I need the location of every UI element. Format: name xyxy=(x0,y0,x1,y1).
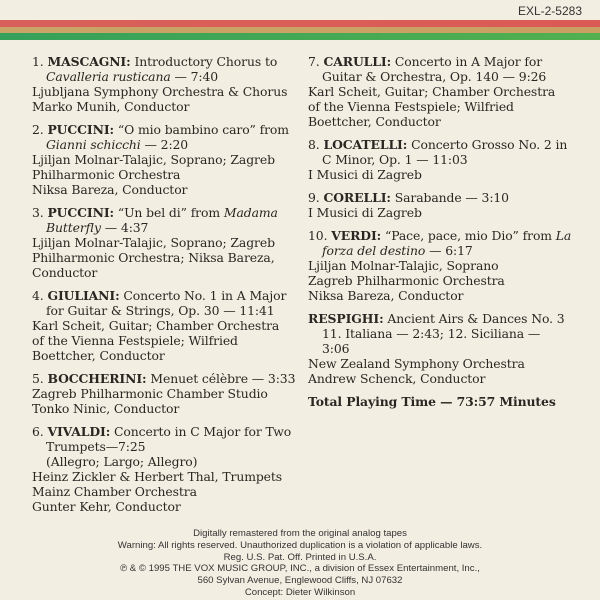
performer: I Musici di Zagreb xyxy=(308,167,422,182)
work-title: Butterfly xyxy=(46,220,101,235)
track-2 xyxy=(32,122,302,197)
title: Sarabande — 3:10 xyxy=(394,190,509,205)
performer: Ljiljan Molnar-Talajic, Soprano; Zagreb xyxy=(32,152,275,167)
track-number: 6. xyxy=(32,424,44,439)
work-title: La xyxy=(555,228,572,243)
track-4 xyxy=(32,288,302,363)
track-number: 5. xyxy=(32,371,44,386)
performer: Tonko Ninic, Conductor xyxy=(32,401,180,416)
track-number: 8. xyxy=(308,137,320,152)
track-number: 9. xyxy=(308,190,320,205)
track-6 xyxy=(32,424,302,514)
composer: GIULIANI: xyxy=(47,288,120,303)
performer: Gunter Kehr, Conductor xyxy=(32,499,181,514)
track-number: 1. xyxy=(32,54,44,69)
title-continued: C Minor, Op. 1 — 11:03 xyxy=(322,152,468,167)
title-continued: Guitar & Orchestra, Op. 140 — 9:26 xyxy=(322,69,547,84)
title-continued: 11. Italiana — 2:43; 12. Siciliana — xyxy=(322,326,541,341)
title: Concerto No. 1 in A Major xyxy=(123,288,287,303)
title: Menuet célèbre — 3:33 xyxy=(150,371,296,386)
performer: Boettcher, Conductor xyxy=(32,348,165,363)
performer: Niksa Bareza, Conductor xyxy=(308,288,464,303)
composer: LOCATELLI: xyxy=(323,137,408,152)
title-continued: for Guitar & Strings, Op. 30 — 11:41 xyxy=(46,303,275,318)
footer-credits xyxy=(0,528,600,599)
track-10 xyxy=(308,228,593,303)
performer: Conductor xyxy=(32,265,98,280)
performer: of the Vienna Festspiele; Wilfried xyxy=(32,333,238,348)
work-title: Madama xyxy=(223,205,278,220)
composer: RESPIGHI: xyxy=(308,311,384,326)
performer: Karl Scheit, Guitar; Chamber Orchestra xyxy=(308,84,556,99)
performer: of the Vienna Festspiele; Wilfried xyxy=(308,99,514,114)
track-number: 7. xyxy=(308,54,320,69)
duration: — 7:40 xyxy=(170,69,219,84)
title: Concerto in A Major for xyxy=(394,54,543,69)
work-title: Gianni schicchi xyxy=(46,137,141,152)
composer: MASCAGNI: xyxy=(47,54,131,69)
performer: Andrew Schenck, Conductor xyxy=(308,371,486,386)
track-5 xyxy=(32,371,302,416)
track-list-left xyxy=(32,54,302,522)
title: Concerto Grosso No. 2 in xyxy=(411,137,568,152)
composer: PUCCINI: xyxy=(47,122,115,137)
performer: Marko Munih, Conductor xyxy=(32,99,190,114)
duration: — 2:20 xyxy=(140,137,189,152)
composer: VERDI: xyxy=(331,228,382,243)
movements: (Allegro; Largo; Allegro) xyxy=(46,454,198,469)
duration: 3:06 xyxy=(322,341,350,356)
track-number: 3. xyxy=(32,205,44,220)
title: “O mio bambino caro” from xyxy=(117,122,289,137)
title: “Pace, pace, mio Dio” from xyxy=(384,228,552,243)
total-playing-time: Total Playing Time — 73:57 Minutes xyxy=(308,394,556,409)
copyright-line: ℗ & © 1995 THE VOX MUSIC GROUP, INC., a division of Essex Entertainment, Inc., xyxy=(120,563,480,575)
track-list-right xyxy=(308,54,593,409)
duration: — 4:37 xyxy=(100,220,149,235)
remaster-note: Digitally remastered from the original analog tapes xyxy=(193,528,407,539)
track-11-12 xyxy=(308,311,593,386)
performer: Mainz Chamber Orchestra xyxy=(32,484,197,499)
track-9 xyxy=(308,190,593,220)
composer: VIVALDI: xyxy=(47,424,111,439)
title: Introductory Chorus to xyxy=(134,54,278,69)
performer: Boettcher, Conductor xyxy=(308,114,441,129)
work-title: Cavalleria rusticana xyxy=(46,69,171,84)
performer: Karl Scheit, Guitar; Chamber Orchestra xyxy=(32,318,280,333)
performer: New Zealand Symphony Orchestra xyxy=(308,356,525,371)
performer: Zagreb Philharmonic Chamber Studio xyxy=(32,386,268,401)
title-continued: Trumpets—7:25 xyxy=(46,439,146,454)
performer: I Musici di Zagreb xyxy=(308,205,422,220)
color-stripes xyxy=(0,20,600,40)
composer: CORELLI: xyxy=(323,190,391,205)
catalog-number: EXL-2-5283 xyxy=(517,4,582,18)
composer: BOCCHERINI: xyxy=(47,371,147,386)
composer: PUCCINI: xyxy=(47,205,115,220)
address: 560 Sylvan Avenue, Englewood Cliffs, NJ 07632 xyxy=(197,575,403,587)
stripe-red xyxy=(0,20,600,27)
composer: CARULLI: xyxy=(323,54,392,69)
track-7 xyxy=(308,54,593,129)
performer: Zagreb Philharmonic Orchestra xyxy=(308,273,505,288)
performer: Ljubljana Symphony Orchestra & Chorus xyxy=(32,84,288,99)
stripe-green xyxy=(0,33,600,40)
track-number: 10. xyxy=(308,228,328,243)
track-1 xyxy=(32,54,302,114)
work-title: forza del destino xyxy=(322,243,426,258)
performer: Philharmonic Orchestra xyxy=(32,167,181,182)
performer: Ljiljan Molnar-Talajic, Soprano xyxy=(308,258,499,273)
track-8 xyxy=(308,137,593,182)
performer: Philharmonic Orchestra; Niksa Bareza, xyxy=(32,250,275,265)
performer: Niksa Bareza, Conductor xyxy=(32,182,188,197)
track-number: 4. xyxy=(32,288,44,303)
title: Ancient Airs & Dances No. 3 xyxy=(387,311,565,326)
track-number: 2. xyxy=(32,122,44,137)
copyright-warning: Warning: All rights reserved. Unauthorized duplication is a violation of applicable laws. xyxy=(117,539,483,551)
title: Concerto in C Major for Two xyxy=(114,424,292,439)
performer: Ljiljan Molnar-Talajic, Soprano; Zagreb xyxy=(32,235,275,250)
duration: — 6:17 xyxy=(425,243,473,258)
title: “Un bel di” from xyxy=(117,205,221,220)
concept-credit: Concept: Dieter Wilkinson xyxy=(244,586,356,598)
track-3 xyxy=(32,205,302,280)
trademark-note: Reg. U.S. Pat. Off. Printed in U.S.A. xyxy=(223,551,377,563)
performer: Heinz Zickler & Herbert Thal, Trumpets xyxy=(32,469,283,484)
